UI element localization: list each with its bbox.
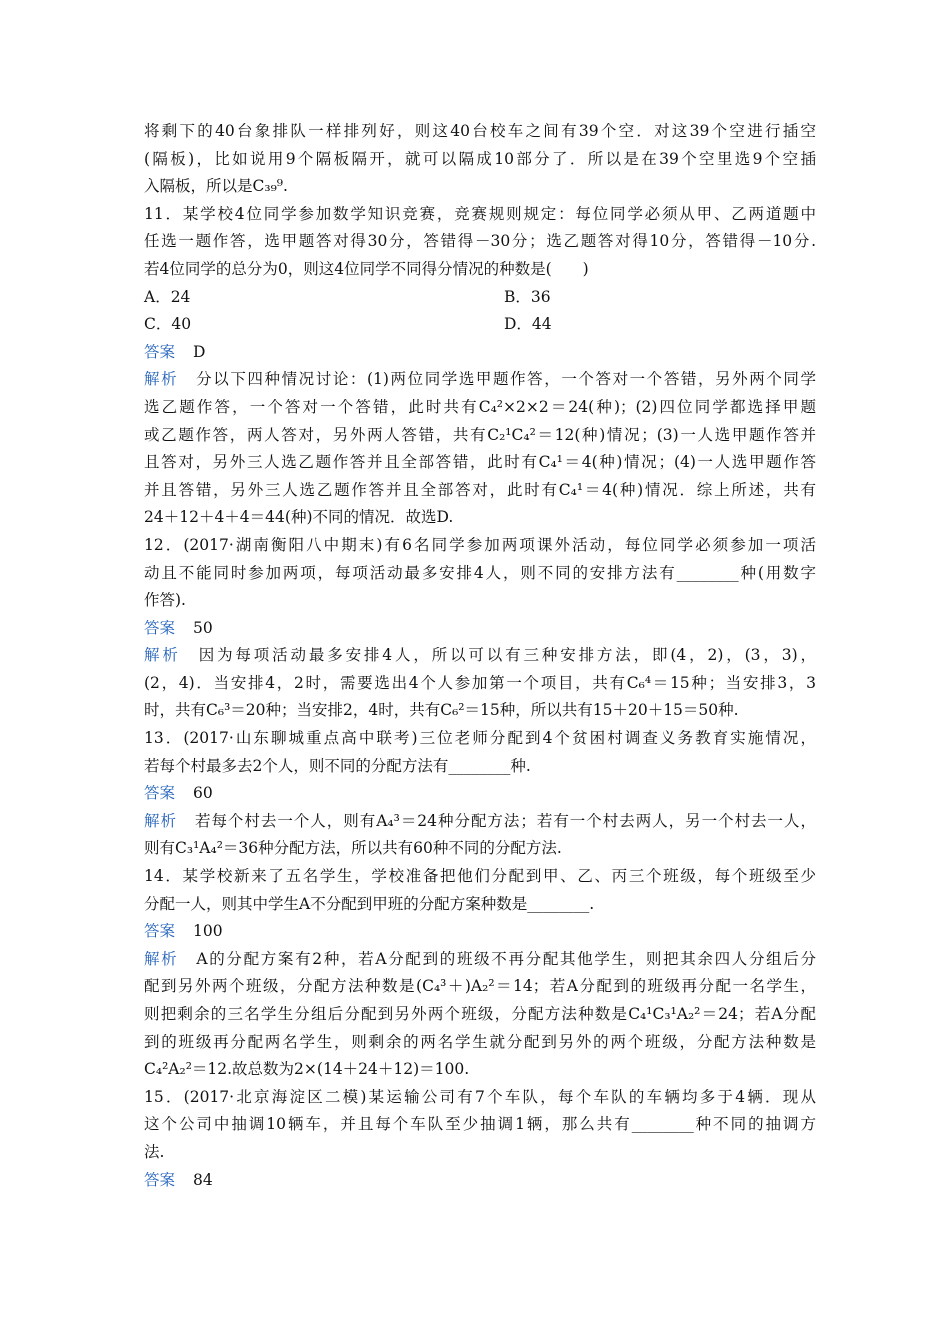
- answer-line: [144, 1167, 816, 1195]
- explanation-text: 分以下四种情况讨论：(1)两位同学选甲题作答，一个答对一个答错，另外两个同学: [196, 370, 816, 389]
- question-15-stem: 法.: [144, 1142, 165, 1161]
- answer-value: D: [193, 342, 206, 361]
- explanation-line: [144, 366, 816, 394]
- answer-label: 答案: [144, 784, 176, 803]
- answer-value: 84: [193, 1170, 213, 1189]
- answer-line: [144, 615, 816, 643]
- option-d: D．44: [504, 315, 552, 334]
- explanation-text: 若每个村去一个人，则有A₄³＝24种分配方法；若有一个村去两人，另一个村去一人，: [194, 811, 816, 830]
- question-15-stem: 15．(2017·北京海淀区二模)某运输公司有7个车队，每个车队的车辆均多于4辆．现从: [144, 1087, 816, 1106]
- question-14-stem: 14．某学校新来了五名学生，学校准备把他们分配到甲、乙、丙三个班级，每个班级至少: [144, 867, 816, 886]
- question-11-stem: 11．某学校4位同学参加数学知识竞赛，竞赛规则规定：每位同学必须从甲、乙两道题中: [144, 204, 816, 223]
- explanation-line: C₄²A₂²＝12.故总数为2×(14＋24＋12)＝100.: [144, 1060, 470, 1079]
- explanation-text: A的分配方案有2种，若A分配到的班级不再分配其他学生，则把其余四人分组后分: [196, 949, 816, 968]
- answer-line: [144, 918, 816, 946]
- answer-label: 答案: [144, 342, 176, 361]
- question-13-stem: 13．(2017·山东聊城重点高中联考)三位老师分配到4个贫困村调查义务教育实施情况，: [144, 729, 816, 748]
- explanation-line: [144, 946, 816, 974]
- explanation-line: 则有C₃¹A₄²＝36种分配方法，所以共有60种不同的分配方法.: [144, 839, 562, 858]
- text-line: 入隔板，所以是C₃₉⁹.: [144, 177, 288, 196]
- explanation-text: 因为每项活动最多安排4人，所以可以有三种安排方法，即(4，2)，(3，3)，: [198, 646, 816, 665]
- text-line: 将剩下的40台象排队一样排列好，则这40台校车之间有39个空．对这39个空进行插空: [144, 122, 816, 140]
- answer-label: 答案: [144, 922, 176, 941]
- explanation-line: [144, 808, 816, 836]
- explanation-label: 解析: [144, 370, 179, 389]
- answer-label: 答案: [144, 618, 176, 637]
- explanation-line: 配到另外两个班级，分配方法种数是(C₄³＋)A₂²＝14；若A分配到的班级再分配一名学生，: [144, 977, 816, 996]
- answer-value: 50: [193, 618, 213, 637]
- question-11-stem: 若4位同学的总分为0，则这4位同学不同得分情况的种数是( ): [144, 259, 589, 278]
- question-12-stem: 12．(2017·湖南衡阳八中期末)有6名同学参加两项课外活动，每位同学必须参加一项活: [144, 535, 816, 554]
- question-13-stem: 若每个村最多去2个人，则不同的分配方法有________种.: [144, 756, 531, 775]
- option-b: B．36: [504, 287, 551, 306]
- answer-label: 答案: [144, 1170, 176, 1189]
- explanation-line: [144, 642, 816, 670]
- answer-line: [144, 339, 816, 367]
- question-11-stem: 任选一题作答，选甲题答对得30分，答错得－30分；选乙题答对得10分，答错得－10分.: [144, 232, 816, 251]
- question-15-stem: 这个公司中抽调10辆车，并且每个车队至少抽调1辆，那么共有________种不同的抽调方: [144, 1115, 816, 1134]
- explanation-line: 且答对，另外三人选乙题作答并且全部答错，此时有C₄¹＝4(种)情况；(4)一人选甲题作答: [144, 453, 816, 472]
- question-14-stem: 分配一人，则其中学生A不分配到甲班的分配方案种数是________.: [144, 894, 595, 913]
- explanation-line: 则把剩余的三名学生分组后分配到另外两个班级，分配方法种数是C₄¹C₃¹A₂²＝24；若A分配: [144, 1005, 816, 1023]
- question-12-stem: 动且不能同时参加两项，每项活动最多安排4人，则不同的安排方法有________种(用数字: [144, 563, 816, 582]
- text-line: (隔板)，比如说用9个隔板隔开，就可以隔成10部分了．所以是在39个空里选9个空插: [144, 149, 816, 168]
- explanation-label: 解析: [144, 646, 181, 665]
- answer-value: 100: [193, 922, 223, 941]
- explanation-line: 时，共有C₆³＝20种；当安排2，4时，共有C₆²＝15种，所以共有15＋20＋15＝50种.: [144, 701, 739, 720]
- explanation-line: (2，4)．当安排4，2时，需要选出4个人参加第一个项目，共有C₆⁴＝15种；当安排3，3: [144, 673, 816, 692]
- explanation-line: 并且答错，另外三人选乙题作答并且全部答对，此时有C₄¹＝4(种)情况．综上所述，共有: [144, 480, 816, 499]
- explanation-line: 24＋12＋4＋4＝44(种)不同的情况．故选D.: [144, 508, 454, 527]
- document-page: [144, 118, 816, 1194]
- explanation-line: 到的班级再分配两名学生，则剩余的两名学生就分配到另外的两个班级，分配方法种数是: [144, 1032, 816, 1051]
- option-c: C．40: [144, 315, 192, 334]
- question-12-stem: 作答).: [144, 591, 186, 610]
- option-a: A．24: [144, 287, 191, 306]
- answer-line: [144, 780, 816, 808]
- explanation-label: 解析: [144, 811, 177, 830]
- question-11-options-row: [144, 311, 816, 339]
- explanation-label: 解析: [144, 949, 179, 968]
- explanation-line: 或乙题作答，两人答对，另外两人答错，共有C₂¹C₄²＝12(种)情况；(3)一人选甲题作答并: [144, 425, 816, 444]
- explanation-line: 选乙题作答，一个答对一个答错，此时共有C₄²×2×2＝24(种)；(2)四位同学都选择甲题: [144, 397, 816, 416]
- question-11-options-row: [144, 284, 816, 312]
- answer-value: 60: [193, 784, 213, 803]
